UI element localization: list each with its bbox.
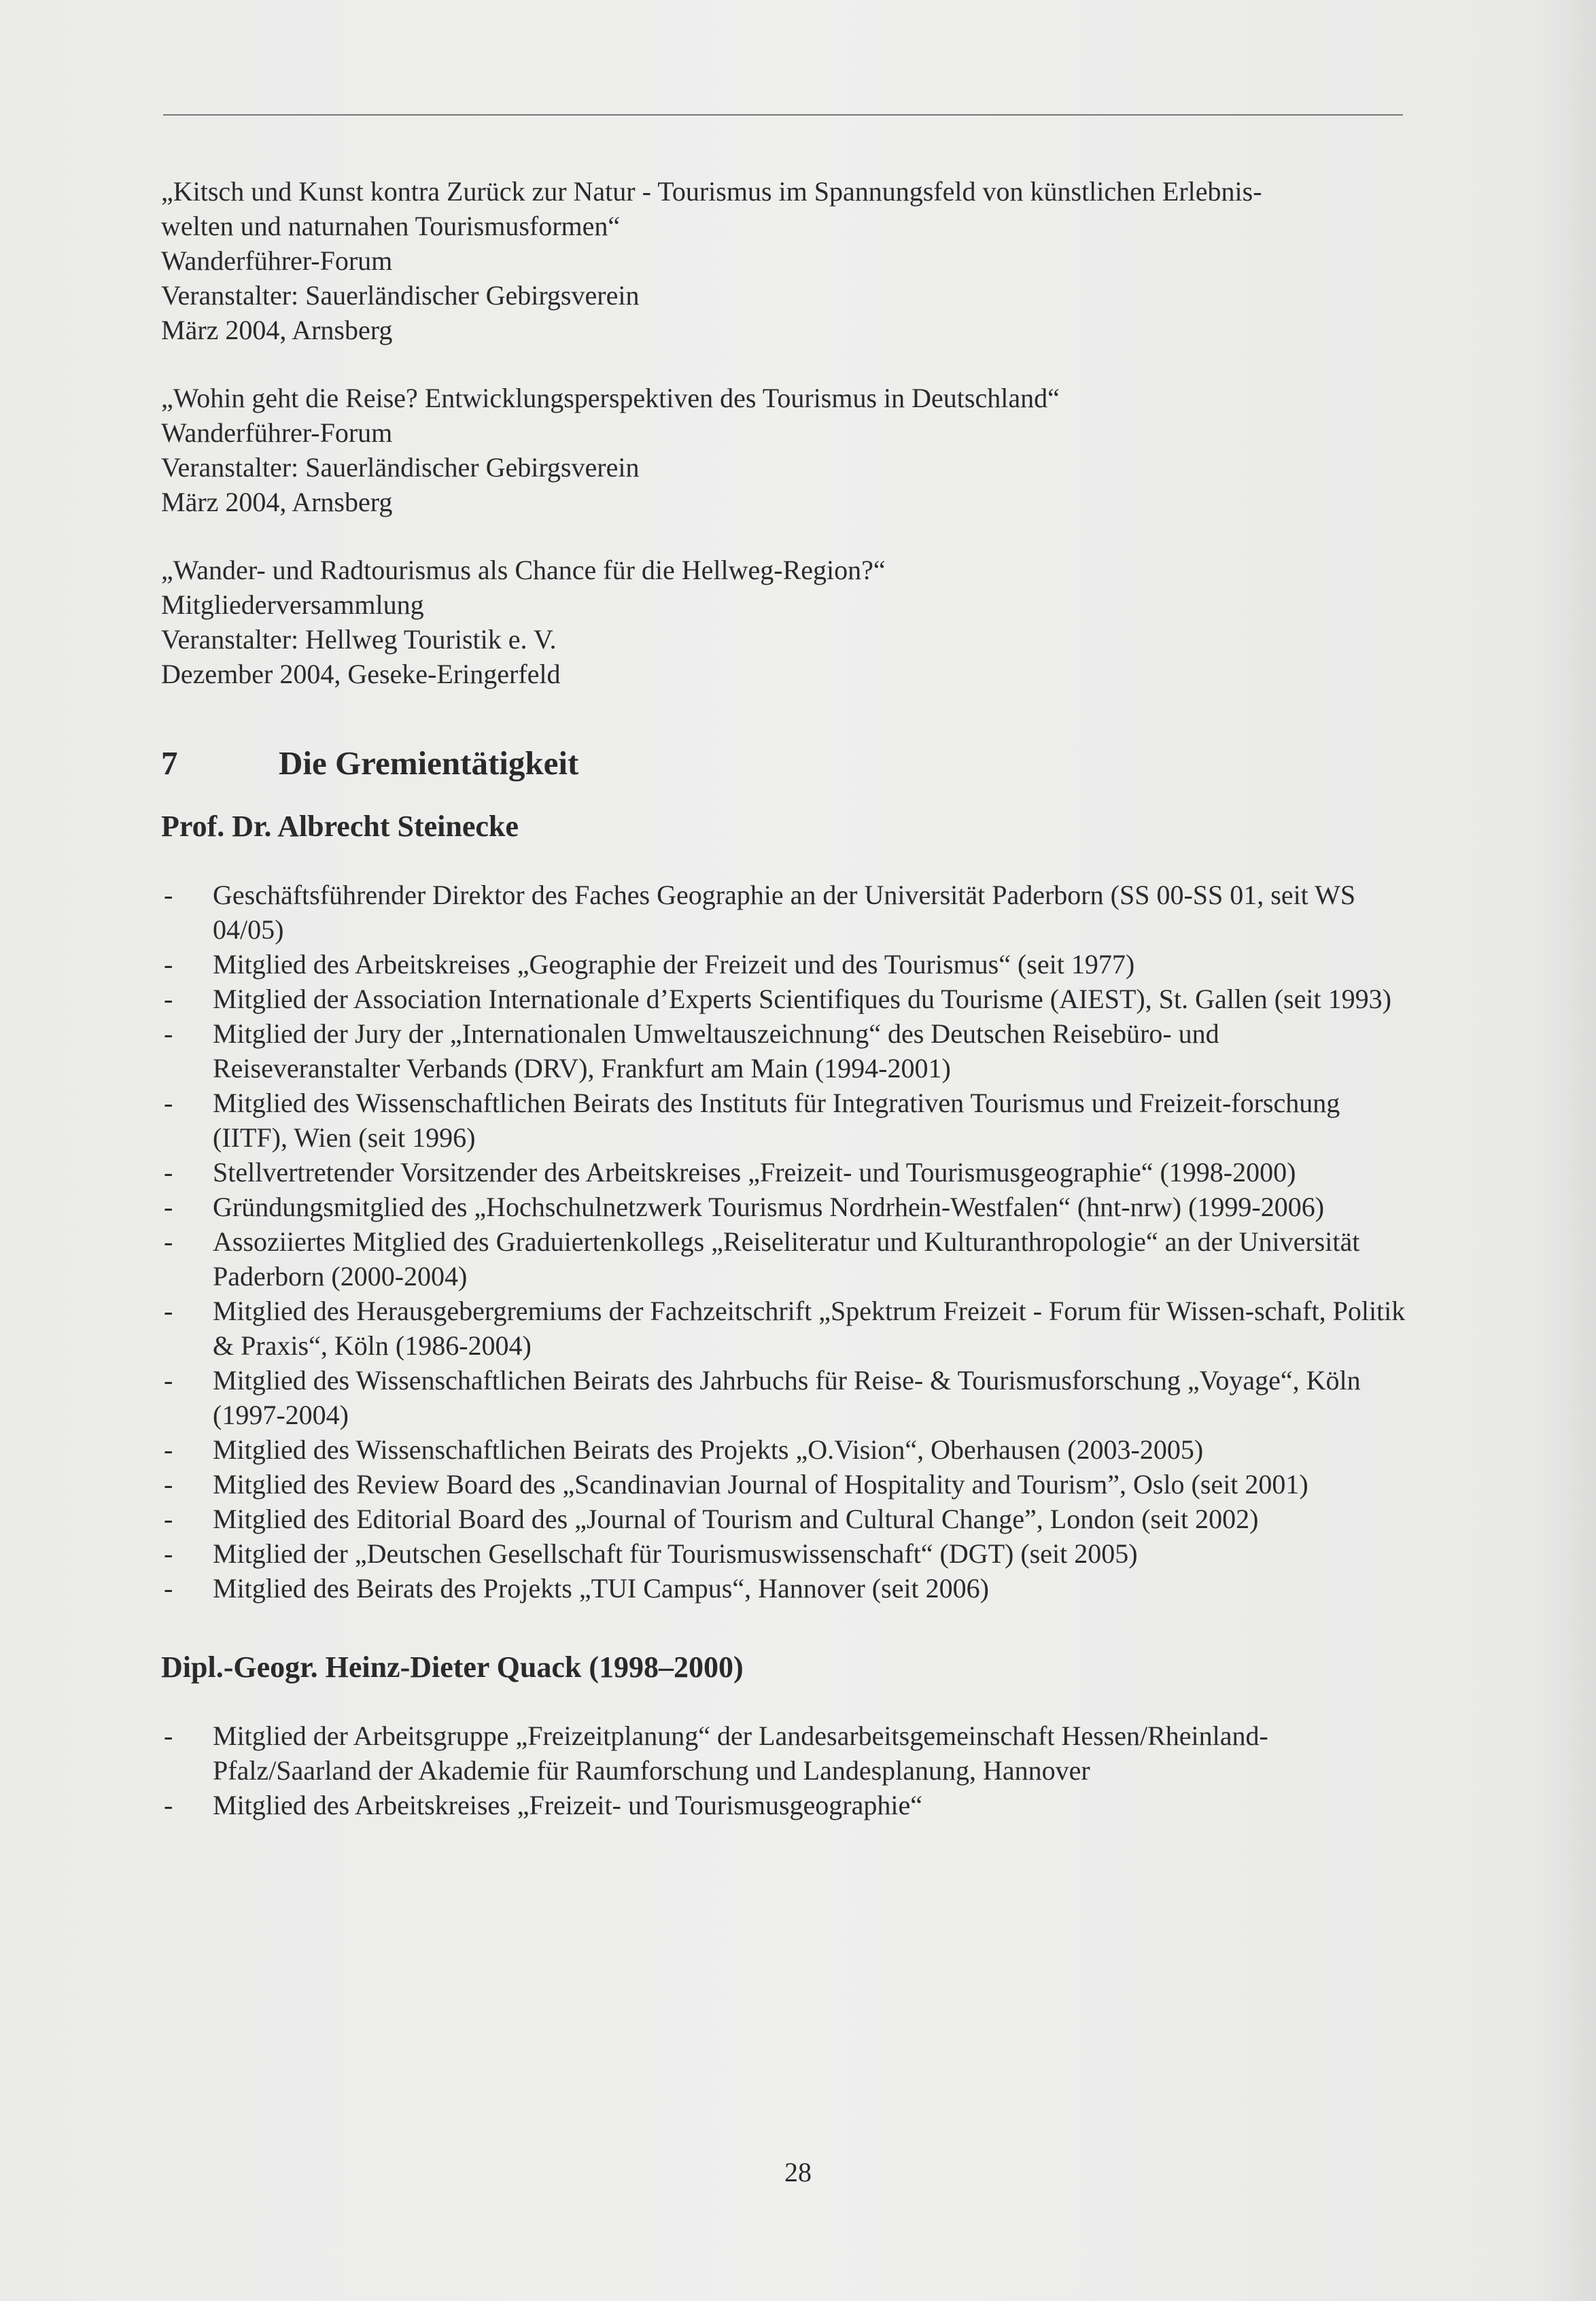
bullet-dash: -: [164, 1573, 173, 1604]
event-type: Wanderführer-Forum: [161, 245, 393, 276]
duty-text: Mitglied des Beirats des Projekts „TUI Campus“, Hannover (seit 2006): [213, 1573, 989, 1604]
event-type: Wanderführer-Forum: [161, 417, 393, 448]
duties-list: [161, 878, 1412, 1606]
list-item: [161, 1788, 1412, 1822]
bullet-dash: -: [164, 984, 173, 1014]
bullet-dash: -: [164, 880, 173, 910]
bullet-dash: -: [164, 1434, 173, 1465]
header-rule: [163, 114, 1403, 116]
event-title: „Wohin geht die Reise? Entwicklungsperspektiven des Tourismus in Deutschland“: [161, 383, 1060, 413]
duty-text: Geschäftsführender Direktor des Faches Geographie an der Universität Paderborn (SS 00-SS 01, seit WS 04/05): [213, 880, 1356, 945]
page-content: [161, 174, 1412, 1822]
list-item: [161, 1016, 1412, 1086]
event-entry: [161, 381, 1412, 519]
duty-text: Assoziiertes Mitglied des Graduiertenkollegs „Reiseliteratur und Kulturanthropologie“ an der Universität Paderborn (2000-2004): [213, 1226, 1360, 1292]
bullet-dash: -: [164, 1192, 173, 1222]
list-item: [161, 1086, 1412, 1155]
event-date-place: März 2004, Arnsberg: [161, 315, 393, 345]
list-item: [161, 1502, 1412, 1536]
event-organizer: Veranstalter: Sauerländischer Gebirgsverein: [161, 452, 640, 483]
list-item: [161, 982, 1412, 1016]
event-date-place: März 2004, Arnsberg: [161, 487, 393, 517]
bullet-dash: -: [164, 1469, 173, 1500]
list-item: [161, 1571, 1412, 1606]
duty-text: Mitglied des Wissenschaftlichen Beirats des Instituts für Integrativen Tourismus und Freizeit-forschung (IITF), Wien (seit 1996): [213, 1088, 1340, 1153]
section-number: 7: [161, 744, 178, 782]
person-name: Prof. Dr. Albrecht Steinecke: [161, 810, 519, 843]
bullet-dash: -: [164, 1296, 173, 1326]
list-item: [161, 1224, 1412, 1294]
page-number: 28: [784, 2157, 812, 2187]
duty-text: Mitglied des Editorial Board des „Journal of Tourism and Cultural Change”, London (seit 2002): [213, 1504, 1259, 1534]
section-heading: [161, 743, 1412, 784]
list-item: [161, 1718, 1412, 1788]
list-item: [161, 878, 1412, 947]
duty-text: Mitglied des Wissenschaftlichen Beirats des Projekts „O.Vision“, Oberhausen (2003-2005): [213, 1434, 1204, 1465]
duty-text: Mitglied der „Deutschen Gesellschaft für Tourismuswissenschaft“ (DGT) (seit 2005): [213, 1538, 1138, 1569]
event-organizer: Veranstalter: Hellweg Touristik e. V.: [161, 624, 557, 655]
list-item: [161, 947, 1412, 982]
duty-text: Mitglied des Arbeitskreises „Freizeit- und Tourismusgeographie“: [213, 1790, 923, 1820]
list-item: [161, 1363, 1412, 1432]
event-title: „Wander- und Radtourismus als Chance für die Hellweg-Region?“: [161, 555, 886, 585]
list-item: [161, 1155, 1412, 1190]
duty-text: Gründungsmitglied des „Hochschulnetzwerk Tourismus Nordrhein-Westfalen“ (hnt-nrw) (1999-2006): [213, 1192, 1325, 1222]
bullet-dash: -: [164, 1157, 173, 1188]
list-item: [161, 1467, 1412, 1502]
event-entry: [161, 553, 1412, 691]
bullet-dash: -: [164, 1538, 173, 1569]
list-item: [161, 1536, 1412, 1571]
duty-text: Mitglied der Jury der „Internationalen Umweltauszeichnung“ des Deutschen Reisebüro- und Reiseveranstalter Verbands (DRV), Frankfurt am Main (1994-2001): [213, 1018, 1219, 1084]
duty-text: Mitglied der Association Internationale d’Experts Scientifiques du Tourisme (AIEST), St. Gallen (seit 1993): [213, 984, 1391, 1014]
list-item: [161, 1190, 1412, 1224]
bullet-dash: -: [164, 1365, 173, 1396]
person-name: Dipl.-Geogr. Heinz-Dieter Quack (1998–2000): [161, 1650, 744, 1684]
duties-list: [161, 1718, 1412, 1822]
duty-text: Mitglied des Wissenschaftlichen Beirats des Jahrbuchs für Reise- & Tourismusforschung „Voyage“, Köln (1997-2004): [213, 1365, 1361, 1430]
duty-text: Mitglied der Arbeitsgruppe „Freizeitplanung“ der Landesarbeitsgemeinschaft Hessen/Rheinland-Pfalz/Saarland der Akademie für Raumforschung und Landesplanung, Hannover: [213, 1720, 1268, 1786]
event-entry: [161, 174, 1412, 347]
duty-text: Mitglied des Herausgebergremiums der Fachzeitschrift „Spektrum Freizeit - Forum für Wissen-schaft, Politik & Praxis“, Köln (1986-2004): [213, 1296, 1406, 1361]
event-date-place: Dezember 2004, Geseke-Eringerfeld: [161, 659, 561, 689]
bullet-dash: -: [164, 949, 173, 980]
list-item: [161, 1432, 1412, 1467]
bullet-dash: -: [164, 1720, 173, 1751]
duty-text: Stellvertretender Vorsitzender des Arbeitskreises „Freizeit- und Tourismusgeographie“ (1998-2000): [213, 1157, 1296, 1188]
event-organizer: Veranstalter: Sauerländischer Gebirgsverein: [161, 280, 640, 311]
event-title: „Kitsch und Kunst kontra Zurück zur Natur - Tourismus im Spannungsfeld von künstlichen Erlebnis-: [161, 176, 1262, 207]
bullet-dash: -: [164, 1504, 173, 1534]
bullet-dash: -: [164, 1790, 173, 1820]
duty-text: Mitglied des Review Board des „Scandinavian Journal of Hospitality and Tourism”, Oslo (seit 2001): [213, 1469, 1308, 1500]
duty-text: Mitglied des Arbeitskreises „Geographie der Freizeit und des Tourismus“ (seit 1977): [213, 949, 1135, 980]
bullet-dash: -: [164, 1018, 173, 1049]
list-item: [161, 1294, 1412, 1363]
event-type: Mitgliederversammlung: [161, 589, 424, 620]
section-title: Die Gremientätigkeit: [279, 744, 579, 782]
bullet-dash: -: [164, 1088, 173, 1118]
event-title-continued: welten und naturnahen Tourismusformen“: [161, 211, 621, 241]
bullet-dash: -: [164, 1226, 173, 1257]
